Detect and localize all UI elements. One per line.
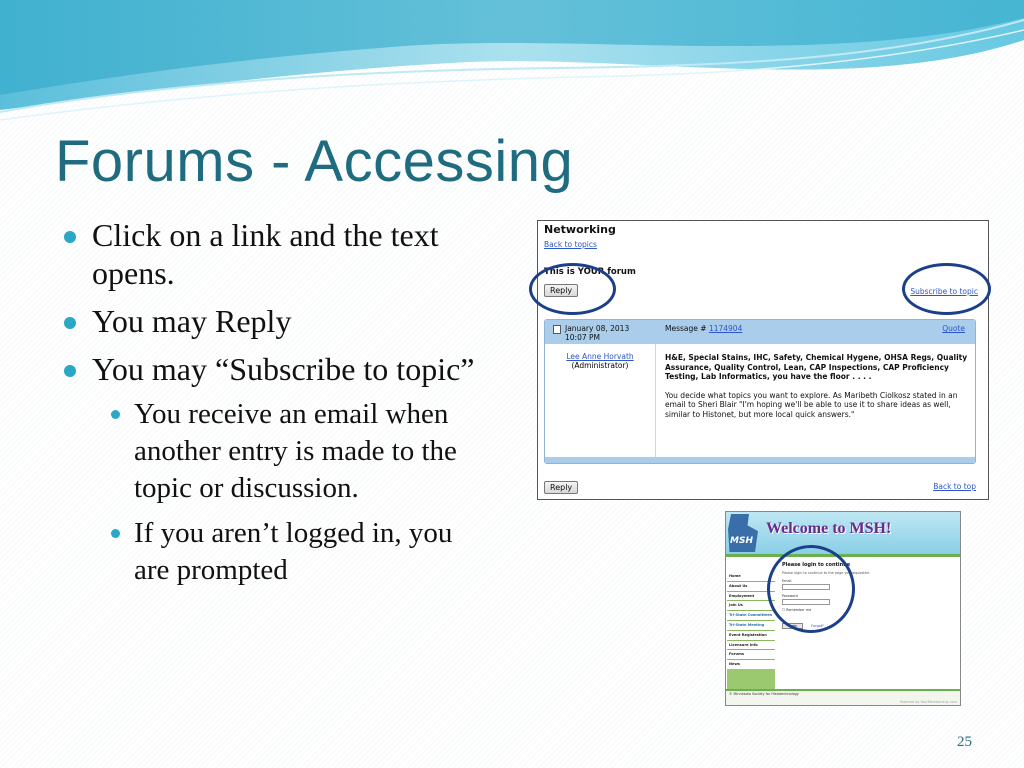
page-number: 25 — [957, 734, 972, 750]
message-label: Message # — [665, 324, 707, 333]
post-body-text: You decide what topics you want to explore. As Maribeth Ciolkosz stated in an email to Sheri Blair "I'm hoping we'll be able to use it to share ideas as well, similar to Histonet, but more local quick answers." — [665, 390, 958, 419]
subscribe-highlight-circle — [902, 263, 991, 315]
nav-item[interactable]: Tri-State Committees — [727, 611, 775, 621]
nav-item[interactable]: Home — [727, 572, 775, 582]
post-body-bold: H&E, Special Stains, IHC, Safety, Chemical Hygene, OHSA Regs, Quality Assurance, Quality Control, Lean, CAP Inspections, CAP Proficiency Testing, Lab Informatics, you have the floor . . . . — [665, 353, 968, 381]
remember-label: Remember me — [786, 608, 812, 612]
bullet-text: You may “Subscribe to topic” — [92, 351, 475, 387]
bullet-item: You may Reply — [62, 302, 492, 340]
banner-divider — [726, 554, 960, 557]
site-banner — [726, 512, 960, 554]
post-footer-bar — [545, 457, 975, 463]
author-role: (Administrator) — [571, 361, 629, 370]
login-title: Please login to continue — [782, 562, 851, 568]
document-icon — [553, 325, 561, 334]
forum-title: Networking — [544, 223, 616, 236]
header-wave-decoration — [0, 0, 1024, 140]
nav-item[interactable]: Tri-State Meeting — [727, 621, 775, 631]
checkbox-icon[interactable]: ☐ — [782, 608, 786, 612]
nav-item[interactable]: Licensure Info — [727, 641, 775, 651]
nav-item[interactable]: News — [727, 660, 775, 670]
nav-footer-block — [727, 669, 775, 689]
post-author — [545, 352, 655, 370]
reply-highlight-circle — [529, 263, 616, 315]
nav-item[interactable]: Join Us — [727, 601, 775, 611]
reply-bottom-button[interactable]: Reply — [544, 481, 578, 494]
minnesota-map-logo — [728, 514, 758, 552]
quote-link[interactable]: Quote — [942, 324, 965, 333]
post-date-text: January 08, 2013 — [565, 324, 630, 333]
subscribe-to-topic-link[interactable]: Subscribe to topic — [910, 287, 978, 296]
email-label: Email — [782, 579, 792, 583]
logo-text: MSH — [730, 536, 753, 546]
post-time-text: 10:07 PM — [565, 333, 600, 342]
post-body — [665, 353, 970, 419]
nav-item[interactable]: Forums — [727, 650, 775, 660]
forgot-link[interactable]: Forgot? — [811, 624, 824, 628]
login-button[interactable]: Login — [782, 623, 803, 629]
welcome-heading: Welcome to MSH! — [766, 520, 892, 537]
sub-bullet-item: You receive an email when another entry is made to the topic or discussion. — [92, 396, 492, 507]
nav-item[interactable]: Event Registration — [727, 631, 775, 641]
slide-title: Forums - Accessing — [55, 129, 574, 194]
footer-copyright: © Minnesota Society for Histotechnology — [729, 692, 799, 696]
message-number — [665, 324, 742, 333]
bullet-item — [62, 350, 492, 589]
reply-button[interactable]: Reply — [544, 284, 578, 297]
footer-powered-by: Powered by YourMembership.com — [899, 700, 957, 704]
nav-item[interactable]: About Us — [727, 582, 775, 592]
post-header — [545, 320, 975, 344]
nav-item[interactable]: Employment — [727, 592, 775, 602]
login-highlight-circle — [767, 545, 855, 633]
post-author-column — [545, 344, 656, 457]
post-date — [565, 324, 629, 342]
sub-bullet-item: If you aren’t logged in, you are prompted — [92, 515, 492, 589]
forum-post — [544, 319, 976, 464]
author-name-link[interactable]: Lee Anne Horvath — [566, 352, 634, 361]
sub-bullet-list — [92, 396, 492, 589]
password-label: Password — [782, 594, 798, 598]
login-instructions: Please login to continue to the page you requested. — [782, 571, 870, 575]
forum-screenshot — [537, 220, 989, 500]
message-number-link[interactable]: 1174904 — [708, 324, 743, 333]
bullet-item: Click on a link and the text opens. — [62, 216, 492, 292]
back-to-topics-link[interactable]: Back to topics — [544, 240, 597, 249]
forum-name: This is YOUR forum — [544, 267, 636, 277]
bullet-list — [62, 216, 492, 599]
site-footer — [726, 689, 960, 705]
back-to-top-link[interactable]: Back to top — [933, 482, 976, 491]
